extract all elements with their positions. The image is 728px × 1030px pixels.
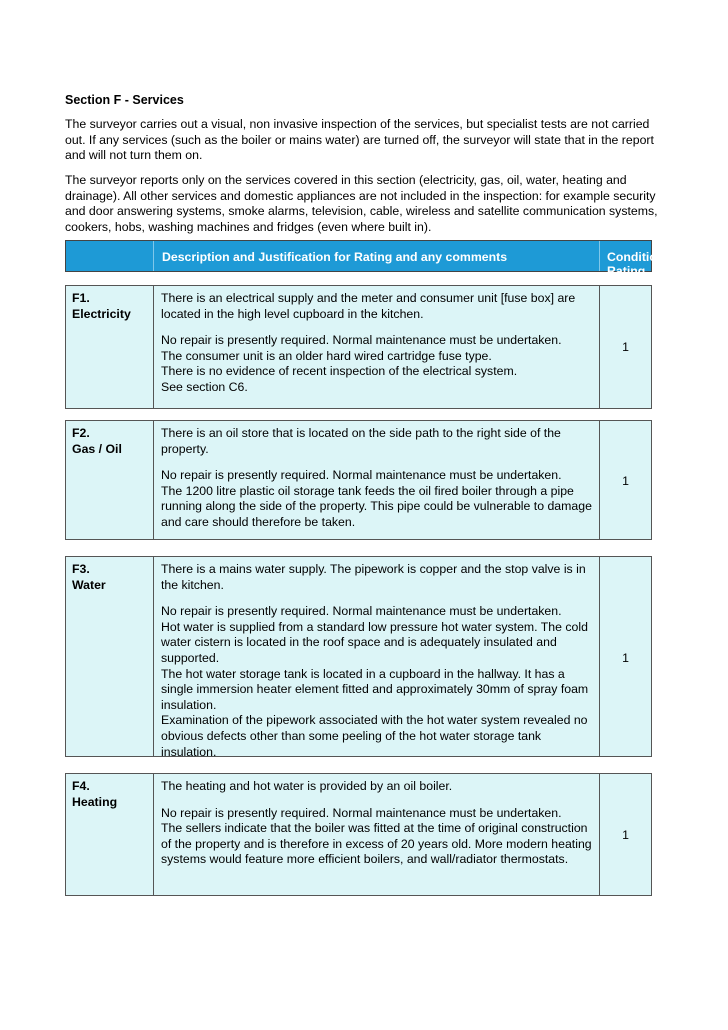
service-row-water	[65, 556, 652, 757]
service-code: F1.	[72, 291, 90, 305]
description-para-1: The heating and hot water is provided by an oil boiler.	[161, 779, 453, 793]
service-description-cell	[154, 421, 600, 539]
service-label-cell	[66, 421, 154, 539]
service-rating-cell	[600, 557, 651, 756]
service-description	[161, 426, 597, 531]
service-name: Electricity	[72, 306, 131, 321]
condition-rating: 1	[622, 474, 629, 488]
description-para-2: No repair is presently required. Normal maintenance must be undertaken. The consumer unit is an older hard wired cartridge fuse type. There is no evidence of recent inspection of the electrical system. See section C6.	[161, 333, 562, 394]
description-para-1: There is an electrical supply and the meter and consumer unit [fuse box] are located in the high level cupboard in the kitchen.	[161, 291, 576, 321]
service-label	[72, 779, 117, 810]
service-description	[161, 562, 597, 760]
service-rating-cell	[600, 421, 651, 539]
service-description	[161, 291, 597, 396]
service-name: Water	[72, 577, 106, 592]
header-rating: Condition Rating	[607, 250, 665, 278]
section-title: Section F - Services	[65, 93, 184, 107]
condition-rating: 1	[622, 651, 629, 665]
header-label-cell	[66, 241, 154, 271]
description-para-1: There is an oil store that is located on the side path to the right side of the property.	[161, 426, 561, 456]
service-row-electricity	[65, 285, 652, 409]
header-description: Description and Justification for Rating and any comments	[162, 250, 508, 264]
intro-paragraph-1: The surveyor carries out a visual, non invasive inspection of the services, but specialist tests are not carried out. If any services (such as the boiler or mains water) are turned off, the surveyor will state that in the report and will not turn them on.	[65, 117, 654, 163]
header-rating-cell	[600, 241, 665, 278]
table-header	[65, 240, 665, 278]
service-description-cell	[154, 286, 600, 408]
service-row-heating	[65, 773, 652, 896]
service-name: Gas / Oil	[72, 441, 122, 456]
service-rating-cell	[600, 286, 651, 408]
service-code: F2.	[72, 426, 90, 440]
header-description-cell	[154, 241, 600, 271]
description-para-2: No repair is presently required. Normal maintenance must be undertaken. The 1200 litre plastic oil storage tank feeds the oil fired boiler through a pipe running along the side of the property. This pipe could be vulnerable to damage and care should therefore be taken.	[161, 468, 592, 529]
service-description	[161, 779, 597, 868]
description-para-2: No repair is presently required. Normal maintenance must be undertaken. The sellers indicate that the boiler was fitted at the time of original construction of the property and is therefore in excess of 20 years old. More modern heating systems would feature more efficient boilers, and wall/radiator thermostats.	[161, 805, 592, 867]
condition-rating: 1	[622, 828, 629, 842]
service-label	[72, 291, 131, 322]
service-label-cell	[66, 774, 154, 895]
service-description-cell	[154, 557, 600, 759]
service-name: Heating	[72, 794, 118, 809]
service-label-cell	[66, 286, 154, 408]
service-row-gas-oil	[65, 420, 652, 540]
condition-rating: 1	[622, 340, 629, 354]
service-rating-cell	[600, 774, 651, 895]
description-para-2: No repair is presently required. Normal maintenance must be undertaken. Hot water is supplied from a standard low pressure hot water system. The cold water cistern is located in the roof space and is adequately insulated and supported. The hot water storage tank is located in a cupboard in the hallway. It has a single immersion heater element fitted and approximately 30mm of spray foam insulation. Examination of the pipework associated with the hot water system revealed no obvious defects other than some peeling of the hot water storage tank insulation.	[161, 604, 589, 759]
service-description-cell	[154, 774, 600, 895]
service-label	[72, 426, 122, 457]
service-code: F3.	[72, 562, 90, 576]
service-label-cell	[66, 557, 154, 756]
description-para-1: There is a mains water supply. The pipework is copper and the stop valve is in the kitchen.	[161, 562, 586, 592]
service-label	[72, 562, 106, 593]
intro-paragraph-2: The surveyor reports only on the services covered in this section (electricity, gas, oil, water, heating and drainage). All other services and domestic appliances are not included in the inspection: for example security and door answering systems, smoke alarms, television, cable, wireless and satellite communication systems, cookers, hobs, washing machines and fridges (even where built in).	[65, 173, 658, 234]
service-code: F4.	[72, 779, 90, 793]
